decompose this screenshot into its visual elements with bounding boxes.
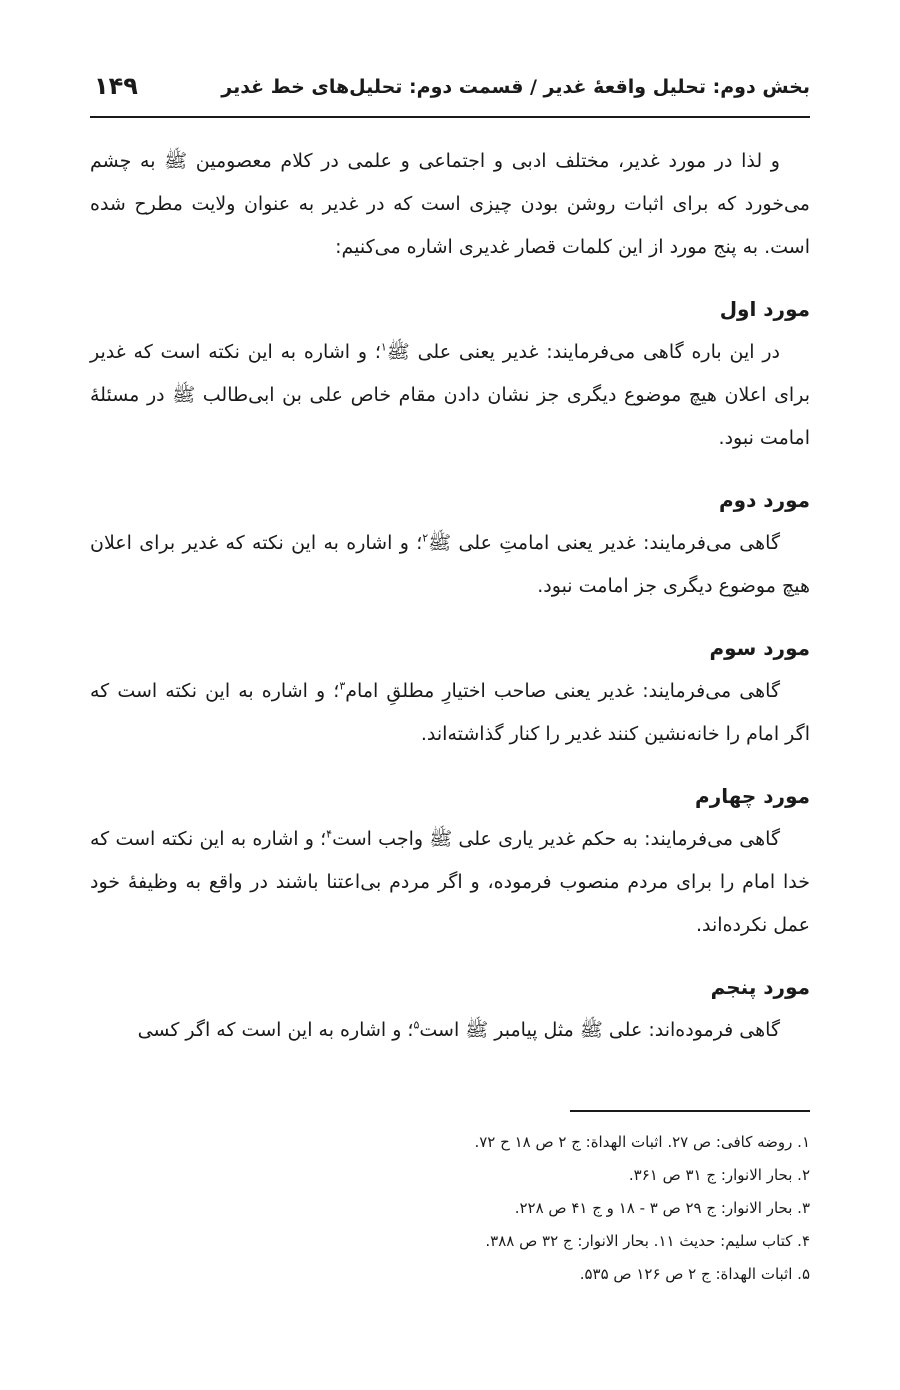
section-2 — [90, 480, 810, 608]
paragraph-text: گاهی می‌فرمایند: به حکم غدیر یاری علی ﷺ واجب است — [332, 828, 780, 850]
section-5 — [90, 967, 810, 1052]
section-paragraph — [90, 818, 810, 947]
paragraph-text: ؛ و اشاره به این است که اگر کسی — [137, 1019, 414, 1041]
section-paragraph — [90, 522, 810, 608]
footnote-ref[interactable]: ۵ — [413, 1018, 420, 1032]
footnotes-list — [90, 1126, 810, 1291]
header-title: بخش دوم: تحلیل واقعهٔ غدیر / قسمت دوم: تحلیل‌های خط غدیر — [221, 76, 810, 98]
paragraph-text: ؛ و اشاره به این نکته است که خدا امام را برای مردم منصوب فرموده، و اگر مردم بی‌اعتنا باشند در واقع به وظیفهٔ خود عمل نکرده‌اند. — [90, 828, 810, 936]
paragraph-text: گاهی می‌فرمایند: غدیر یعنی صاحب اختیارِ مطلقِ امام — [345, 680, 780, 702]
running-header — [90, 74, 810, 118]
footnote-ref[interactable]: ۱ — [380, 340, 387, 354]
footnote-divider — [570, 1110, 810, 1112]
footnote-ref[interactable]: ۴ — [326, 827, 333, 841]
footnote-ref[interactable]: ۳ — [339, 679, 346, 693]
paragraph-text: گاهی فرموده‌اند: علی ﷺ مثل پیامبر ﷺ است — [419, 1019, 780, 1041]
footnote-item: ۲. بحار الانوار: ج ۳۱ ص ۳۶۱. — [628, 1166, 810, 1184]
paragraph-text: ؛ و اشاره به این نکته که غدیر برای اعلان هیچ موضوع دیگری جز امامت نبود. — [90, 532, 810, 597]
section-paragraph — [90, 1009, 810, 1052]
section-heading: مورد دوم — [718, 488, 810, 512]
section-3 — [90, 628, 810, 756]
paragraph-text: ؛ و اشاره به این نکته است که غدیر برای اعلان هیچ موضوع دیگری جز نشان دادن مقام خاص علی بن ابی‌طالب ﷺ در مسئلهٔ امامت نبود. — [90, 341, 810, 449]
page-body — [90, 140, 810, 1052]
section-1 — [90, 289, 810, 460]
page-number: ۱۴۹ — [94, 72, 138, 100]
book-page — [90, 0, 810, 1390]
section-paragraph — [90, 670, 810, 756]
footnote-item: ۴. کتاب سلیم: حدیث ۱۱. بحار الانوار: ج ۳۲ ص ۳۸۸. — [485, 1232, 810, 1250]
footnote-item: ۱. روضه کافی: ص ۲۷. اثبات الهداة: ج ۲ ص ۱۸ ح ۷۲. — [474, 1133, 810, 1151]
section-heading: مورد چهارم — [695, 784, 810, 808]
footnote-item: ۳. بحار الانوار: ج ۲۹ ص ۳ - ۱۸ و ج ۴۱ ص ۲۲۸. — [514, 1199, 810, 1217]
section-heading: مورد اول — [719, 297, 810, 321]
footnote-item: ۵. اثبات الهداة: ج ۲ ص ۱۲۶ ص ۵۳۵. — [579, 1265, 810, 1283]
section-heading: مورد سوم — [709, 636, 810, 660]
footnote-ref[interactable]: ۲ — [422, 531, 429, 545]
paragraph-text: در این باره گاهی می‌فرمایند: غدیر یعنی علی ﷺ — [386, 341, 780, 363]
intro-paragraph: و لذا در مورد غدیر، مختلف ادبی و اجتماعی و علمی در کلام معصومین ﷺ به چشم می‌خورد که برای اثبات روشن بودن چیزی است که در غدیر به عنوان ولایت مطرح شده است. به پنج مورد از این کلمات قصار غدیری اشاره می‌کنیم: — [90, 150, 810, 258]
section-4 — [90, 776, 810, 947]
section-heading: مورد پنجم — [710, 975, 810, 999]
paragraph-text: ؛ و اشاره به این نکته است که اگر امام را خانه‌نشین کنند غدیر را کنار گذاشته‌اند. — [90, 680, 810, 745]
section-paragraph — [90, 331, 810, 460]
paragraph-text: گاهی می‌فرمایند: غدیر یعنی امامتِ علی ﷺ — [428, 532, 780, 554]
